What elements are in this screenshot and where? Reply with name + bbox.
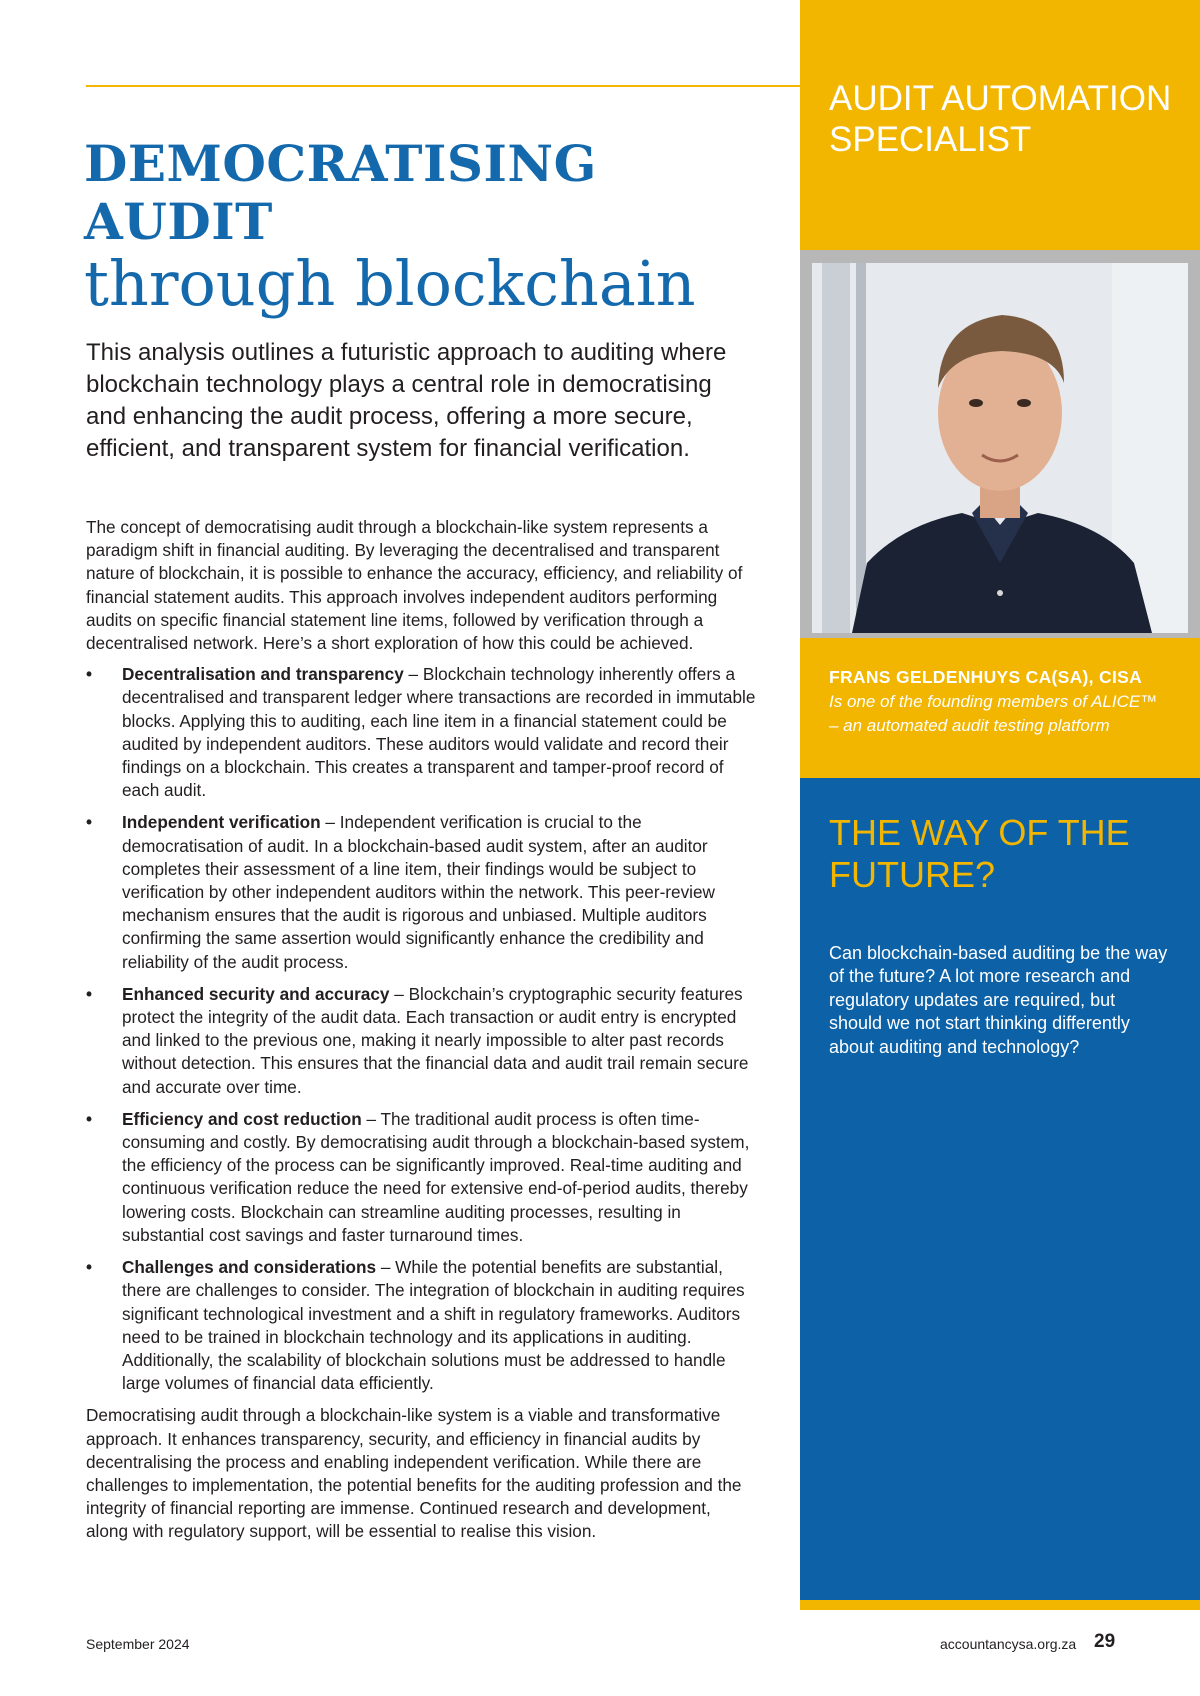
article-title: [84, 134, 784, 320]
future-heading: THE WAY OF THE FUTURE?: [829, 812, 1130, 895]
top-rule: [86, 85, 800, 87]
page-number: 29: [1094, 1631, 1116, 1652]
bullet-marker: •: [86, 983, 93, 1004]
bullet-text: – While the potential benefits are substantial, there are challenges to consider. The integration of blockchain in auditing requires significant technological investment and a shift in regulatory frameworks. Auditors need to be trained in blockchain technology and its applications in auditing. Additionally, the scalability of blockchain solutions must be addressed to handle large volumes of financial data efficiently.: [122, 1257, 745, 1394]
bullet-item: [86, 1108, 756, 1247]
bullet-item: [86, 1256, 756, 1395]
author-role: Is one of the founding members of ALICE™ – an automated audit testing platform: [829, 692, 1158, 735]
bullet-title: Independent verification: [122, 812, 321, 833]
future-panel-bottom-rule: [800, 1600, 1200, 1610]
bullet-marker: •: [86, 664, 93, 685]
title-line-2: through blockchain: [84, 247, 696, 320]
future-panel: [800, 778, 1200, 1610]
author-photo-frame: [800, 250, 1200, 638]
article-body: [86, 516, 756, 1552]
bullet-item: [86, 663, 756, 802]
sidebar: [800, 0, 1200, 1610]
bullet-title: Decentralisation and transparency: [122, 664, 404, 685]
bullet-text: – The traditional audit process is often time-consuming and costly. By democratising audit through a blockchain-based system, the efficiency of the process can be significantly improved. Real-time auditing and continuous verification reduce the need for extensive end-of-period audits, thereby lowering costs. Blockchain can streamline auditing processes, resulting in substantial cost savings and faster turnaround times.: [122, 1108, 750, 1245]
bullet-list: [86, 663, 756, 1395]
bullet-title: Challenges and considerations: [122, 1257, 377, 1278]
bullet-title: Enhanced security and accuracy: [122, 983, 390, 1004]
future-paragraph: Can blockchain-based auditing be the way of the future? A lot more research and regulatory updates are required, but should we not start thinking differently about auditing and technology?: [829, 943, 1168, 1057]
conclusion-paragraph: Democratising audit through a blockchain-like system is a viable and transformative approach. It enhances transparency, security, and efficiency in financial audits by decentralising the process and enabling independent verification. While there are challenges to implementation, the potential benefits for the auditing profession and the integrity of financial reporting are immense. Continued research and development, along with regulatory support, will be essential to realise this vision.: [86, 1405, 742, 1542]
author-portrait-illustration: [812, 263, 1188, 633]
intro-paragraph: This analysis outlines a futuristic approach to auditing where blockchain technology plays a central role in democratising and enhancing the audit process, offering a more secure, efficient, and transparent system for financial verification.: [86, 339, 727, 462]
body-paragraph-1: The concept of democratising audit through a blockchain-like system represents a paradigm shift in financial auditing. By leveraging the decentralised and transparent nature of blockchain, it is possible to enhance the accuracy, efficiency, and reliability of financial statement audits. This approach involves independent auditors performing audits on specific financial statement line items, followed by verification through a decentralised network. Here’s a short exploration of how this could be achieved.: [86, 517, 743, 654]
bullet-marker: •: [86, 1257, 93, 1278]
bullet-text: – Blockchain technology inherently offers a decentralised and transparent ledger where transactions are recorded in immutable blocks. Applying this to auditing, each line item in a financial statement could be audited by independent auditors. These auditors would validate and record their findings on a blockchain. This creates a transparent and tamper-proof record of each audit.: [122, 664, 756, 801]
bullet-item: [86, 983, 756, 1099]
footer-site-link[interactable]: accountancysa.org.za: [940, 1636, 1077, 1652]
footer-date: September 2024: [86, 1636, 190, 1652]
bullet-marker: •: [86, 1108, 93, 1129]
bullet-text: – Independent verification is crucial to the democratisation of audit. In a blockchain-based audit system, after an auditor completes their assessment of a line item, their findings would be subject to verification by other independent auditors within the network. This peer-review mechanism ensures that the audit is rigorous and unbiased. Multiple auditors confirming the same assertion would significantly enhance the credibility and reliability of the audit process.: [122, 812, 715, 972]
title-line-1: DEMOCRATISING AUDIT: [84, 134, 597, 251]
bullet-item: [86, 811, 756, 973]
author-photo: [812, 263, 1188, 633]
sidebar-heading: AUDIT AUTOMATION SPECIALIST: [829, 79, 1172, 159]
bullet-marker: •: [86, 812, 93, 833]
author-name: FRANS GELDENHUYS CA(SA), CISA: [829, 667, 1143, 687]
bullet-title: Efficiency and cost reduction: [122, 1108, 362, 1129]
bullet-text: – Blockchain’s cryptographic security features protect the integrity of the audit data. Each transaction or audit entry is encrypted and linked to the previous one, making it nearly impossible to alter past records without detection. This ensures that the financial data and audit trail remain secure and accurate over time.: [122, 983, 749, 1097]
